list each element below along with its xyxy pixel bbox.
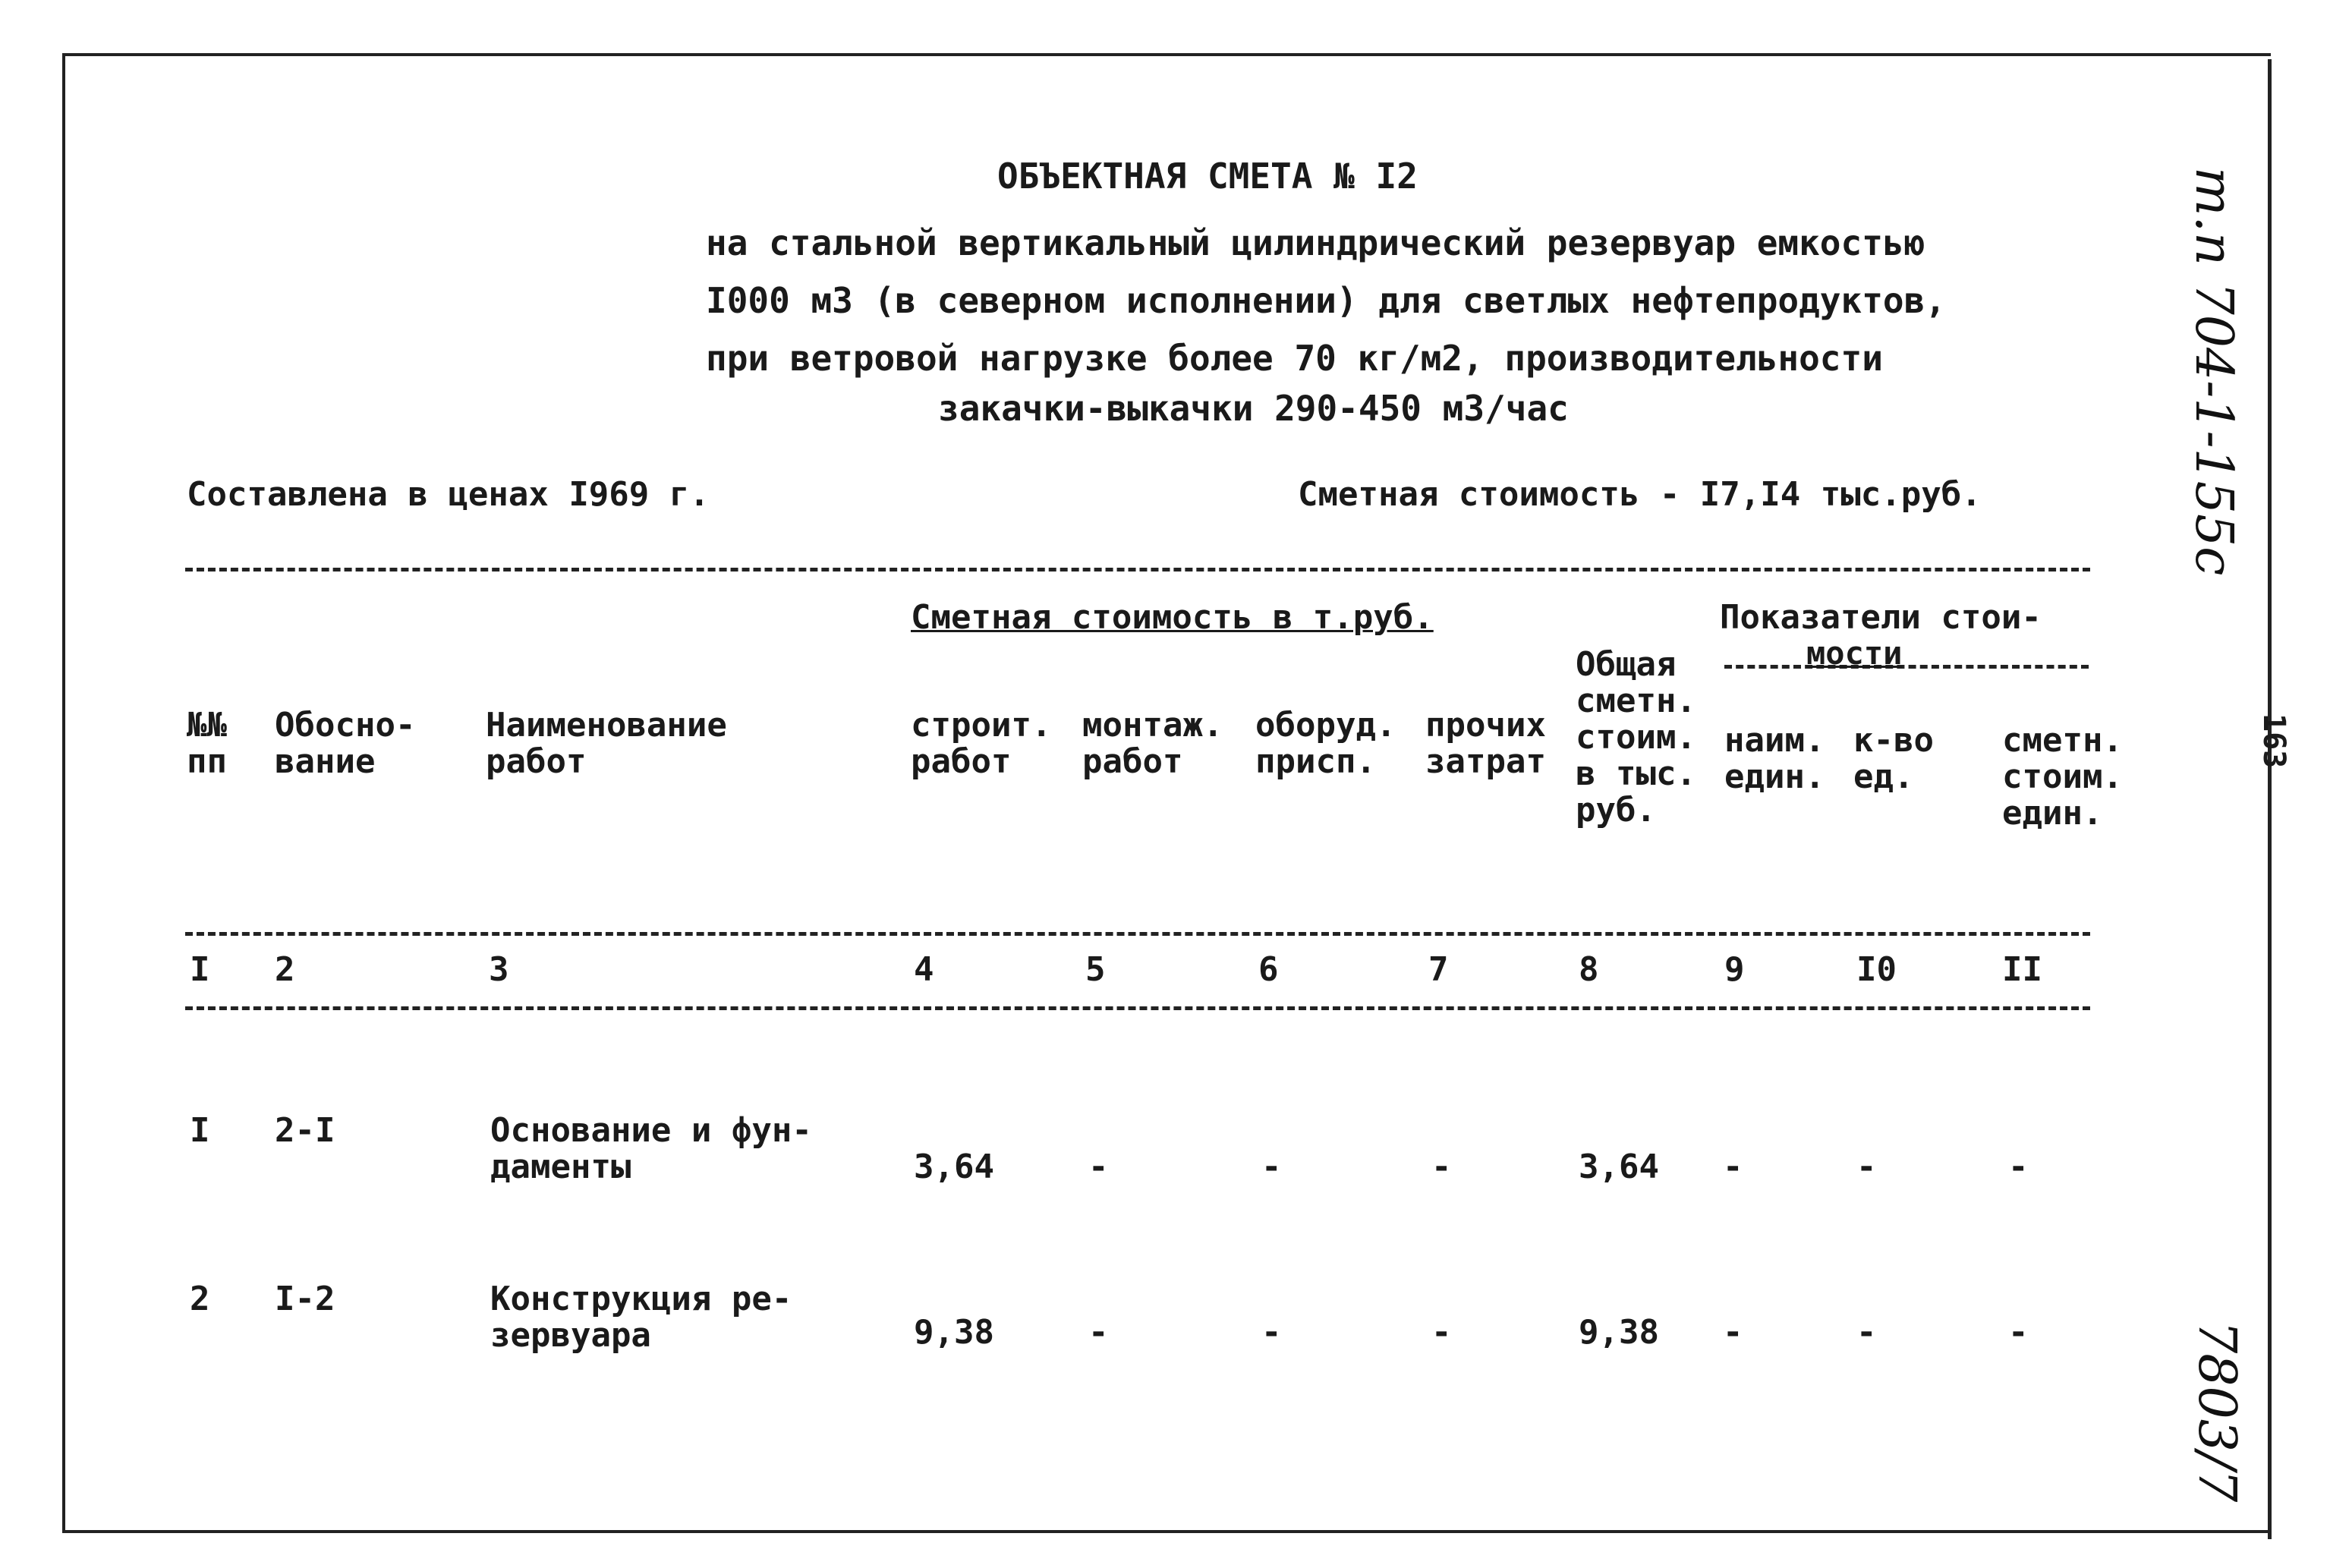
row-2-num: 2 — [190, 1280, 210, 1318]
col-number-7: 7 — [1428, 950, 1449, 989]
row-1-unit-cost: - — [2008, 1148, 2029, 1186]
group-header-indicators-2: мости — [1806, 634, 1903, 672]
row-1-other: - — [1431, 1148, 1452, 1186]
col-number-11: II — [2002, 950, 2042, 989]
col-header-equipment: оборуд. присп. — [1255, 706, 1396, 781]
subtitle-line-3: при ветровой нагрузке более 70 кг/м2, производительности — [706, 338, 1883, 379]
col-number-3: 3 — [489, 950, 509, 989]
frame-top-border — [62, 53, 2271, 56]
row-1-equipment: - — [1261, 1148, 1282, 1186]
col-header-other: прочих затрат — [1425, 706, 1546, 781]
subtitle-line-2: I000 м3 (в северном исполнении) для светлых нефтепродуктов, — [706, 280, 1946, 321]
col-header-basis: Обосно- вание — [275, 706, 416, 781]
group-header-indicators-1: Показатели стои- — [1720, 598, 2042, 637]
col-header-unit-name: наим. един. — [1724, 721, 1825, 796]
row-2-construction: 9,38 — [914, 1313, 994, 1352]
page-number: 163 — [2256, 713, 2291, 769]
row-1-installation: - — [1088, 1148, 1109, 1186]
row-1-unit-qty: - — [1856, 1148, 1877, 1186]
document-title: ОБЪЕКТНАЯ СМЕТА № I2 — [997, 156, 1418, 197]
frame-bottom-border — [62, 1530, 2271, 1533]
rule-top — [185, 568, 2090, 571]
col-header-name: Наименование работ — [486, 706, 727, 781]
col-number-6: 6 — [1258, 950, 1279, 989]
row-1-basis: 2-I — [275, 1111, 335, 1150]
col-number-10: I0 — [1856, 950, 1897, 989]
total-cost-note: Сметная стоимость - I7,I4 тыс.руб. — [1298, 475, 1982, 514]
row-2-unit-cost: - — [2008, 1313, 2029, 1352]
row-2-other: - — [1431, 1313, 1452, 1352]
row-1-total: 3,64 — [1579, 1148, 1659, 1186]
row-2-installation: - — [1088, 1313, 1109, 1352]
group-header-cost: Сметная стоимость в т.руб. — [911, 598, 1434, 637]
col-header-installation: монтаж. работ — [1082, 706, 1223, 781]
rule-header-bottom — [185, 932, 2090, 936]
row-2-unit-qty: - — [1856, 1313, 1877, 1352]
subtitle-line-4: закачки-выкачки 290-450 м3/час — [938, 388, 1569, 429]
row-1-name: Основание и фун- даменты — [490, 1111, 812, 1186]
row-1-construction: 3,64 — [914, 1148, 994, 1186]
row-1-unit-name: - — [1723, 1148, 1743, 1186]
col-number-1: I — [190, 950, 210, 989]
row-2-basis: I-2 — [275, 1280, 335, 1318]
col-number-2: 2 — [275, 950, 295, 989]
row-2-total: 9,38 — [1579, 1313, 1659, 1352]
col-header-num: №№ пп — [187, 706, 227, 781]
col-number-5: 5 — [1085, 950, 1106, 989]
col-number-9: 9 — [1724, 950, 1745, 989]
row-2-unit-name: - — [1723, 1313, 1743, 1352]
handwritten-sheet-number: 7803/7 — [2187, 1321, 2247, 1503]
handwritten-project-code: т.п 704-1-155с — [2184, 167, 2243, 576]
row-2-equipment: - — [1261, 1313, 1282, 1352]
frame-left-border — [62, 53, 65, 1533]
col-number-4: 4 — [914, 950, 934, 989]
col-number-8: 8 — [1579, 950, 1599, 989]
prices-year-note: Составлена в ценах I969 г. — [187, 475, 710, 514]
row-1-num: I — [190, 1111, 210, 1150]
frame-right-border — [2268, 59, 2272, 1539]
row-2-name: Конструкция ре- зервуара — [490, 1280, 792, 1355]
rule-indicators-group — [1724, 665, 2089, 669]
col-header-total: Общая сметн. стоим. в тыс. руб. — [1576, 645, 1696, 830]
rule-numbers-bottom — [185, 1006, 2090, 1010]
col-header-unit-cost: сметн. стоим. един. — [2002, 721, 2123, 833]
subtitle-line-1: на стальной вертикальный цилиндрический резервуар емкостью — [706, 222, 1925, 263]
col-header-unit-qty: к-во ед. — [1853, 721, 1934, 796]
col-header-construction: строит. работ — [911, 706, 1052, 781]
